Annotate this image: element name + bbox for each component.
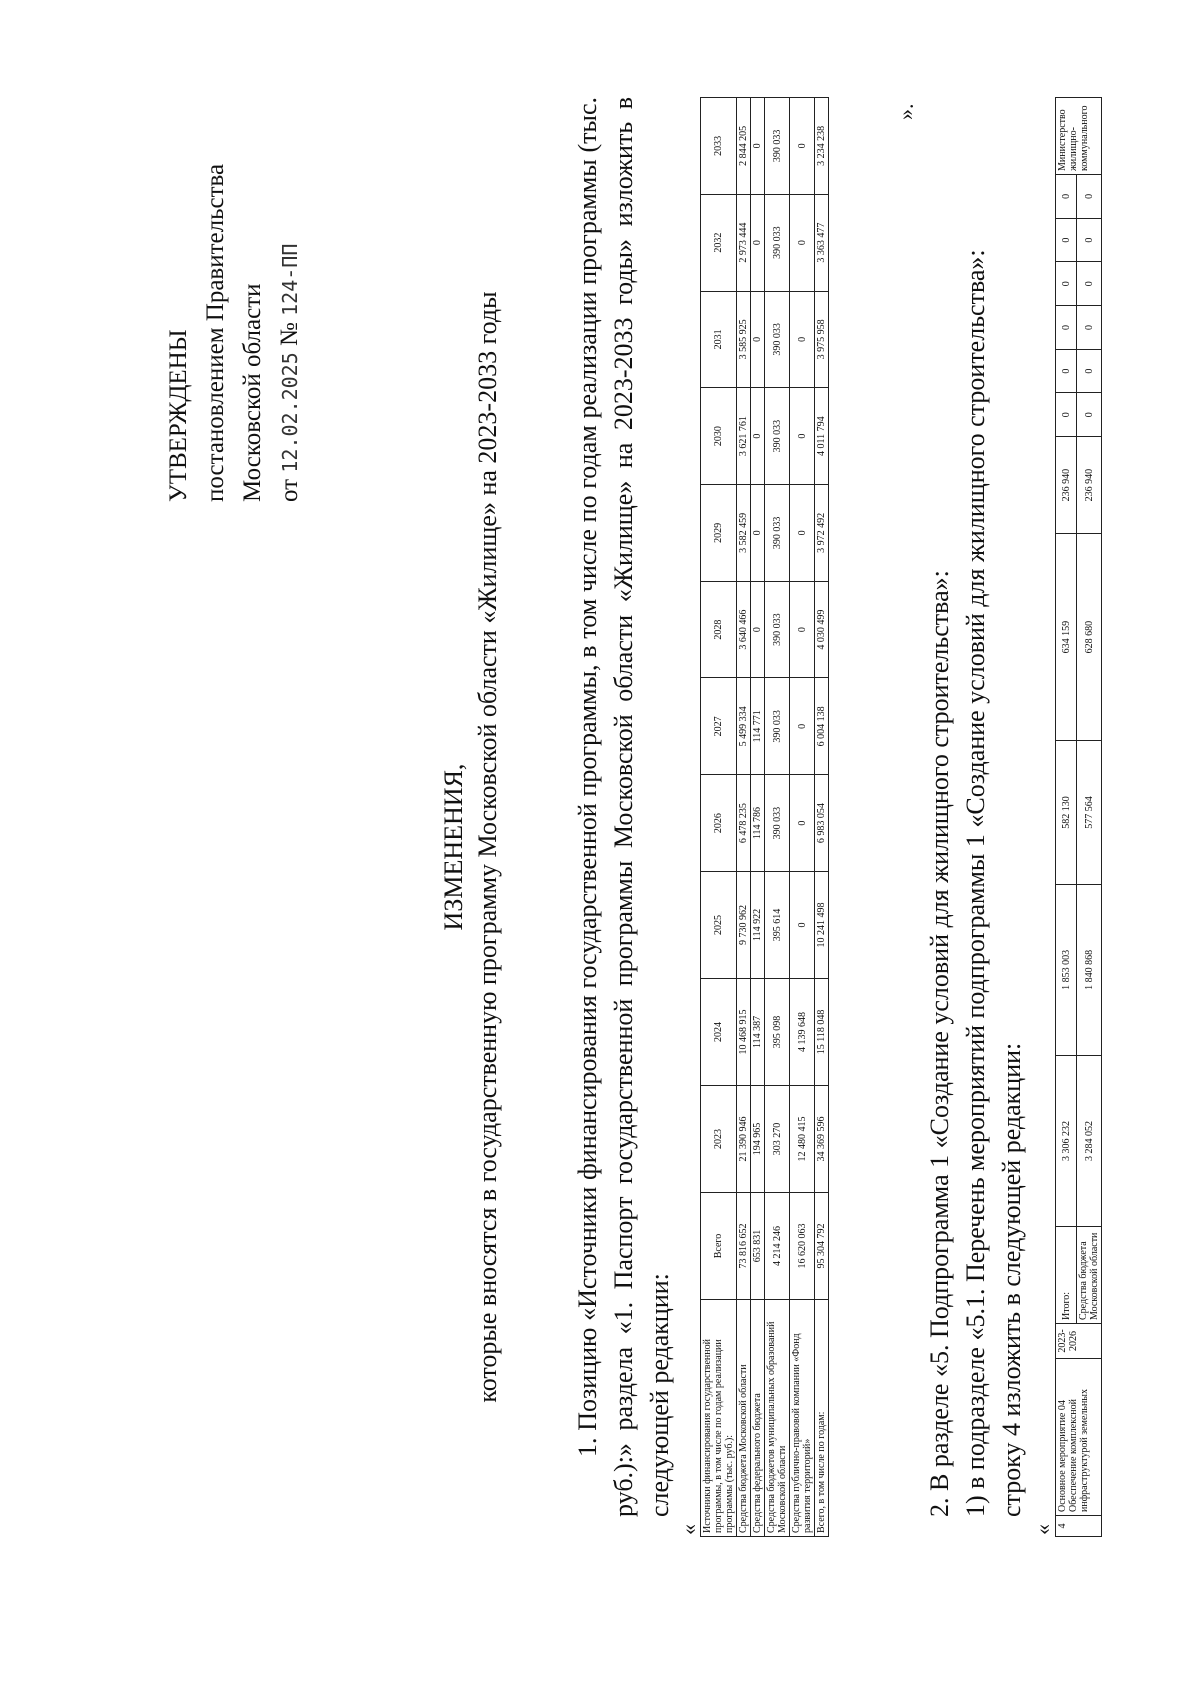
finance-value: 4 139 648 [790,978,815,1085]
finance-header-col: 2033 [701,98,737,195]
event-value: 577 564 [1077,741,1102,885]
finance-value: 21 390 946 [737,1085,751,1192]
finance-header-col: 2028 [701,581,737,678]
finance-value: 0 [751,291,765,388]
finance-value: 6 983 054 [815,775,829,872]
finance-source: Средства бюджета Московской области [737,1300,751,1537]
finance-value: 3 363 477 [815,194,829,291]
finance-value: 0 [790,194,815,291]
finance-header-col: Всего [701,1192,737,1299]
section-2-text [922,97,1030,1517]
event-value: 236 940 [1077,437,1102,534]
finance-header-col: 2025 [701,871,737,978]
finance-value: 4 030 499 [815,581,829,678]
finance-value: 0 [790,485,815,582]
finance-value: 390 033 [765,194,790,291]
finance-value: 390 033 [765,678,790,775]
event-value: 3 306 232 [1056,1055,1077,1226]
event-value: 1 840 868 [1077,884,1102,1055]
event-period: 2023-2026 [1056,1324,1102,1359]
finance-value: 390 033 [765,98,790,195]
finance-value: 3 234 238 [815,98,829,195]
finance-value: 0 [790,388,815,485]
finance-value: 114 922 [751,871,765,978]
finance-header-row [701,98,737,1537]
approved-line1: постановлением Правительства [202,163,229,502]
finance-header-col: 2024 [701,978,737,1085]
finance-value: 3 582 459 [737,485,751,582]
finance-source: Средства бюджетов муниципальных образований Московской области [765,1300,790,1537]
finance-value: 10 468 915 [737,978,751,1085]
finance-row [815,98,829,1537]
finance-value: 114 387 [751,978,765,1085]
finance-value: 12 480 415 [790,1085,815,1192]
finance-value: 0 [790,581,815,678]
finance-value: 2 844 205 [737,98,751,195]
finance-value: 303 270 [765,1085,790,1192]
event-table [1055,97,1102,1537]
finance-value: 0 [790,775,815,872]
finance-header-col: 2032 [701,194,737,291]
finance-table-body [737,98,829,1537]
finance-value: 0 [790,291,815,388]
finance-row [751,98,765,1537]
finance-value: 114 786 [751,775,765,872]
finance-value: 0 [751,98,765,195]
event-value: 0 [1056,175,1077,219]
finance-row [765,98,790,1537]
finance-value: 73 816 652 [737,1192,751,1299]
finance-value: 0 [751,194,765,291]
event-value: 0 [1056,349,1077,393]
finance-value: 0 [790,678,815,775]
event-value: 0 [1077,218,1102,262]
finance-table [700,97,829,1537]
finance-value: 395 614 [765,871,790,978]
finance-value: 3 972 492 [815,485,829,582]
finance-value: 34 369 596 [815,1085,829,1192]
finance-value: 653 831 [751,1192,765,1299]
finance-value: 395 098 [765,978,790,1085]
finance-value: 0 [790,871,815,978]
event-source: Средства бюджета Московской области [1077,1227,1102,1324]
finance-source: Всего, в том числе по годам: [815,1300,829,1537]
section-2-line3: строку 4 изложить в следующей редакции: [997,1042,1026,1517]
finance-header-col: 2030 [701,388,737,485]
finance-value: 390 033 [765,388,790,485]
event-value: 0 [1077,175,1102,219]
section-1-text [570,97,678,1517]
event-value: 628 680 [1077,534,1102,741]
number-sign: № [276,322,303,346]
finance-header-col: 2031 [701,291,737,388]
event-value: 0 [1056,218,1077,262]
event-row-no: 4 [1056,1516,1102,1537]
approved-date: 12.02.2025 [278,352,302,473]
title-main: ИЗМЕНЕНИЯ, [439,763,468,931]
title-sub: которые вносятся в государственную программу Московской области «Жилище» на 2023-2033 годы [473,291,502,1403]
finance-row [737,98,751,1537]
finance-value: 390 033 [765,291,790,388]
finance-value: 95 304 792 [815,1192,829,1299]
finance-value: 3 621 761 [737,388,751,485]
finance-source: Средства публично-правовой компании «Фонд развития территорий» [790,1300,815,1537]
finance-value: 194 965 [751,1085,765,1192]
section-2-line1: 2. В разделе «5. Подпрограмма 1 «Создание условий для жилищного строительства»: [925,570,954,1517]
finance-value: 4 011 794 [815,388,829,485]
event-value: 634 159 [1056,534,1077,741]
finance-value: 10 241 498 [815,871,829,978]
finance-value: 3 585 925 [737,291,751,388]
finance-value: 0 [751,581,765,678]
section-1-paragraph: 1. Позицию «Источники финансирования государственной программы, в том числе по годам реализации программы (тыс. руб.):» раздела «1. Паспорт государственной программы Московской области «Жилище» на 2023-2033 годы» изложить в следующей редакции: [573,97,674,1517]
event-value: 0 [1077,393,1102,437]
finance-value: 114 771 [751,678,765,775]
finance-value: 9 730 962 [737,871,751,978]
document-title [437,147,505,1547]
finance-source: Средства федерального бюджета [751,1300,765,1537]
finance-header-col: 2029 [701,485,737,582]
finance-value: 390 033 [765,775,790,872]
event-source: Итого: [1056,1227,1077,1324]
event-value: 0 [1056,393,1077,437]
section-2-line2: 1) в подразделе «5.1. Перечень мероприятий подпрограммы 1 «Создание условий для жилищного строительства»: [961,249,990,1517]
event-value: 582 130 [1056,741,1077,885]
finance-value: 16 620 063 [790,1192,815,1299]
finance-value: 390 033 [765,485,790,582]
finance-value: 0 [751,388,765,485]
approved-heading: УТВЕРЖДЕНЫ [165,329,192,502]
finance-value: 390 033 [765,581,790,678]
finance-header-col: 2027 [701,678,737,775]
finance-value: 3 975 958 [815,291,829,388]
finance-value: 0 [751,485,765,582]
approved-line2: Московской области [239,283,266,502]
close-quote-1: ». [893,103,918,120]
event-value: 0 [1077,349,1102,393]
event-name: Основное мероприятие 04 Обеспечение комплексной инфраструктурой земельных [1056,1359,1102,1516]
finance-value: 6 004 138 [815,678,829,775]
date-prefix: от [276,478,303,502]
finance-header-col: 2026 [701,775,737,872]
finance-value: 5 499 334 [737,678,751,775]
event-value: 0 [1077,306,1102,350]
finance-row [790,98,815,1537]
finance-value: 4 214 246 [765,1192,790,1299]
event-row-total [1056,98,1077,1537]
finance-value: 3 640 466 [737,581,751,678]
event-value: 1 853 003 [1056,884,1077,1055]
finance-header-col: 2023 [701,1085,737,1192]
finance-value: 0 [790,98,815,195]
event-responsible: Министерство жилищно-коммунального [1056,98,1102,175]
event-row-regional [1077,98,1102,1537]
event-value: 0 [1077,262,1102,306]
event-value: 0 [1056,306,1077,350]
approval-stamp [160,164,309,502]
finance-value: 15 118 048 [815,978,829,1085]
event-value: 3 284 052 [1077,1055,1102,1226]
event-value: 236 940 [1056,437,1077,534]
finance-header-source: Источники финансирования государственной программы, в том числе по годам реализации программы (тыс. руб.): [701,1300,737,1537]
approved-number: 124-ПП [278,243,302,316]
finance-value: 2 973 444 [737,194,751,291]
open-quote-2: « [1030,1524,1055,1535]
finance-value: 6 478 235 [737,775,751,872]
open-quote-1: « [676,1524,701,1535]
event-value: 0 [1056,262,1077,306]
approved-date-line [271,164,309,502]
